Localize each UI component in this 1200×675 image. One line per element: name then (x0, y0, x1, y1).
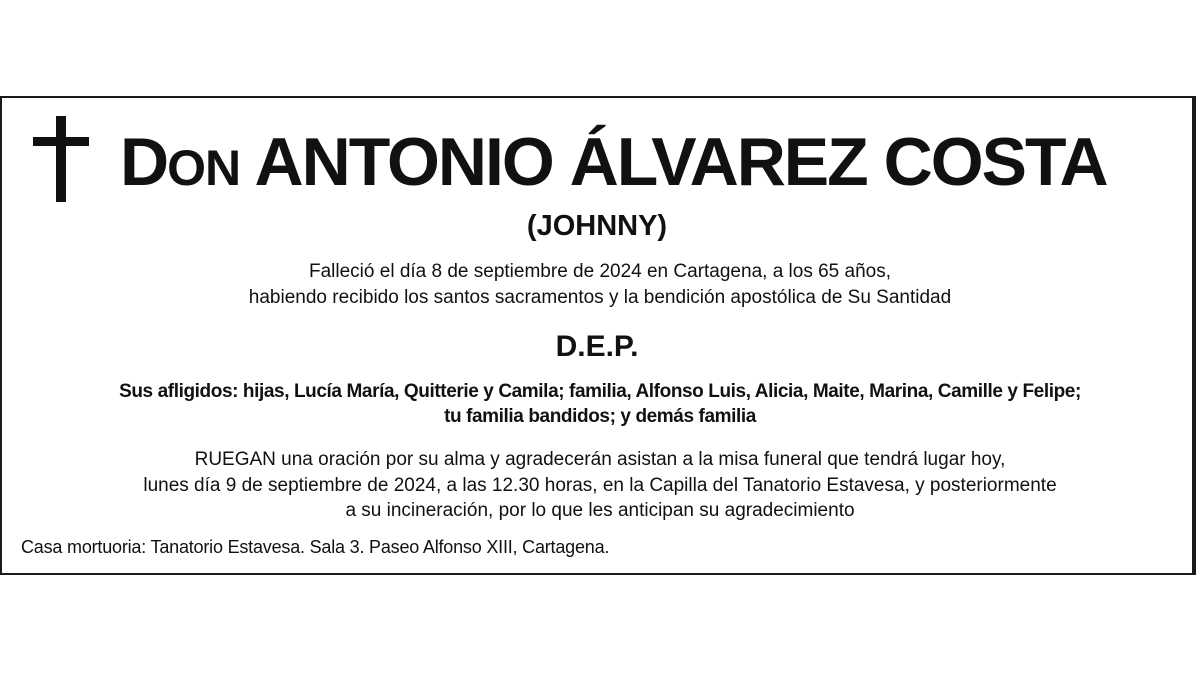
death-info-line-1: Falleció el día 8 de septiembre de 2024 en Cartagena, a los 65 años, (309, 261, 891, 282)
cross-icon (33, 116, 89, 202)
title-prefix-rest: ON (167, 140, 241, 196)
nickname: (JOHNNY) (526, 210, 668, 242)
death-info-line-2: habiendo recibido los santos sacramentos y la bendición apostólica de Su Santidad (248, 287, 952, 308)
prayer-line-2: lunes día 9 de septiembre de 2024, a las 12.30 horas, en la Capilla del Tanatorio Estavesa, y posteriormente (143, 475, 1057, 496)
cross-horizontal-bar (33, 137, 89, 146)
mourners-line-1: Sus afligidos: hijas, Lucía María, Quitterie y Camila; familia, Alfonso Luis, Alicia, Maite, Marina, Camille y Felipe; (119, 381, 1081, 402)
dep-heading: D.E.P. (555, 330, 639, 363)
title-prefix-initial: D (120, 124, 168, 200)
funeral-home-info: Casa mortuoria: Tanatorio Estavesa. Sala 3. Paseo Alfonso XIII, Cartagena. (21, 537, 610, 557)
deceased-name (120, 124, 1120, 206)
full-name: ANTONIO ÁLVAREZ COSTA (254, 124, 1107, 200)
prayer-line-1: RUEGAN una oración por su alma y agradecerán asistan a la misa funeral que tendrá lugar hoy, (194, 449, 1006, 470)
cross-vertical-bar (56, 116, 66, 202)
prayer-line-3: a su incineración, por lo que les anticipan su agradecimiento (345, 500, 855, 521)
mourners-line-2: tu familia bandidos; y demás familia (444, 406, 756, 427)
